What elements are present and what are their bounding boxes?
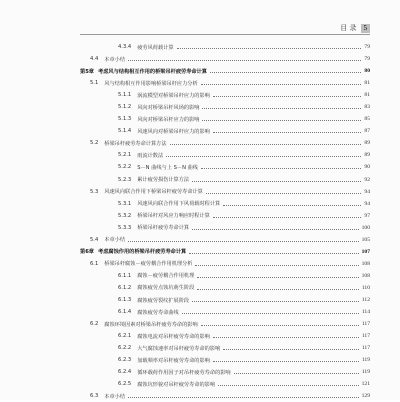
toc-entry-title: 风速风向对桥梁吊杆应力的影响 (137, 128, 210, 135)
toc-dot-leader (213, 96, 362, 97)
toc-entry[interactable] (80, 125, 370, 137)
toc-entry-title: 桥梁吊杆疲劳寿命计算方法 (104, 140, 167, 147)
toc-entry-title: 疲劳风荷载计算 (137, 44, 174, 51)
toc-dot-leader (128, 60, 361, 61)
toc-entry-page: 79 (364, 44, 370, 51)
toc-entry-number: 6.1.4 (118, 309, 132, 316)
toc-entry-number: 第5章 (80, 68, 94, 75)
toc-entry-title: 风向对桥梁吊杆应力的影响 (137, 116, 200, 123)
toc-entry-page: 117 (361, 333, 370, 340)
toc-entry-title: 风速风向联合作用下风荷载时程计算 (137, 201, 221, 208)
toc-entry-title: 风向对桥梁吊杆风场的影响 (137, 104, 200, 111)
toc-entry-number: 6.2.4 (118, 369, 132, 376)
toc-entry[interactable] (80, 378, 370, 390)
toc-entry-page: 87 (364, 128, 370, 135)
toc-entry[interactable] (80, 137, 370, 149)
toc-entry-number: 6.2.2 (118, 345, 132, 352)
toc-dot-leader (213, 337, 359, 338)
toc-entry-number: 4.4 (90, 56, 99, 63)
toc-chapter-entry[interactable] (80, 65, 370, 77)
toc-dot-leader (234, 373, 359, 374)
toc-entry-title: 风速风向联合作用下桥梁吊杆疲劳寿命计算 (104, 189, 203, 196)
toc-dot-leader (192, 229, 359, 230)
toc-dot-leader (213, 132, 362, 133)
toc-entry-number: 5.2.1 (118, 152, 132, 159)
toc-entry-title: 桥梁吊杆腐蚀－疲劳耦合作用机理分析 (104, 261, 193, 268)
toc-dot-leader (213, 217, 362, 218)
toc-entry[interactable] (80, 186, 370, 198)
toc-entry-title: 加载频率对吊杆疲劳寿命的影响 (137, 357, 210, 364)
toc-dot-leader (201, 325, 359, 326)
toc-entry-page: 92 (364, 176, 370, 183)
toc-entry-title: S－N 曲线与上 S－N 曲线 (137, 164, 198, 171)
toc-entry-page: 100 (361, 224, 370, 231)
toc-entry-page: 117 (361, 321, 370, 328)
toc-entry-page: 117 (361, 345, 370, 352)
toc-entry-number: 6.2 (90, 321, 99, 328)
header-label: 目 录 (340, 24, 357, 32)
toc-entry[interactable] (80, 210, 370, 222)
toc-entry-number: 第6章 (80, 249, 94, 256)
toc-entry-page: 94 (364, 200, 370, 207)
toc-dot-leader (213, 361, 359, 362)
toc-entry[interactable] (80, 149, 370, 161)
toc-entry[interactable] (80, 53, 370, 65)
toc-dot-leader (128, 397, 359, 398)
toc-entry[interactable] (80, 41, 370, 53)
toc-dot-leader (192, 181, 361, 182)
toc-dot-leader (189, 253, 358, 254)
toc-entry-number: 6.1.3 (118, 297, 132, 303)
toc-entry-page: 81 (364, 80, 370, 87)
toc-entry-page: 112 (361, 297, 370, 303)
toc-entry-page: 129 (361, 393, 370, 400)
header-rule (80, 34, 370, 35)
toc-entry-title: 考虑腐蚀作用的桥梁吊杆疲劳寿命计算 (98, 249, 187, 256)
toc-entry-title: 腐蚀－疲劳耦合作用机理 (137, 273, 195, 280)
toc-dot-leader (128, 241, 359, 242)
toc-entry-number: 5.3.1 (118, 200, 132, 207)
toc-entry-page: 119 (361, 369, 370, 376)
toc-entry-page: 97 (364, 212, 370, 219)
toc-entry-page: 119 (361, 357, 370, 364)
toc-entry[interactable] (80, 77, 370, 89)
toc-entry-title: 涡流模型对桥梁吊杆应力的影响 (137, 92, 210, 99)
toc-entry-number: 6.2.5 (118, 381, 132, 388)
toc-entry-title: 桥梁吊杆对风应力响应时程计算 (137, 213, 210, 220)
toc-entry-page: 81 (364, 92, 370, 99)
toc-entry[interactable] (80, 234, 370, 246)
toc-entry-number: 5.1 (90, 80, 99, 87)
toc-entry-number: 6.1 (90, 260, 99, 267)
toc-entry-number: 5.3.3 (118, 224, 132, 231)
toc-dot-leader (197, 277, 358, 278)
toc-entry-title: 桥梁吊杆疲劳寿命计算 (137, 225, 190, 232)
toc-dot-leader (223, 349, 359, 350)
toc-entry-number: 6.2.3 (118, 357, 132, 364)
toc-entry-number: 5.2.2 (118, 164, 132, 171)
toc-entry-page: 121 (361, 381, 370, 388)
toc-entry-page: 89 (364, 152, 370, 159)
toc-entry-page: 89 (364, 140, 370, 147)
table-of-contents (80, 41, 370, 402)
toc-entry-number: 5.4 (90, 236, 99, 243)
toc-entry-title: 本章小结 (104, 237, 126, 244)
toc-entry[interactable] (80, 306, 370, 318)
toc-entry-number: 4.3.4 (118, 44, 132, 51)
toc-entry-page: 79 (364, 56, 370, 63)
toc-dot-leader (202, 120, 361, 121)
toc-dot-leader (177, 48, 362, 49)
toc-entry-number: 5.1.3 (118, 116, 132, 123)
toc-entry-page: 114 (361, 309, 370, 316)
toc-entry[interactable] (80, 101, 370, 113)
toc-entry-page: 94 (364, 188, 370, 195)
toc-entry-number: 6.1.1 (118, 272, 132, 279)
toc-entry-title: 腐蚀疲劳点蚀坑萌生阶段 (137, 285, 195, 292)
toc-entry-number: 5.3.2 (118, 212, 132, 219)
toc-entry[interactable] (80, 294, 370, 306)
toc-entry-page: 105 (361, 236, 370, 243)
toc-entry[interactable] (80, 354, 370, 366)
toc-entry[interactable] (80, 366, 370, 378)
toc-entry[interactable] (80, 330, 370, 342)
toc-entry-number: 5.2.3 (118, 176, 132, 183)
toc-entry-page: 85 (364, 116, 370, 123)
toc-entry-page: 108 (361, 272, 370, 279)
toc-entry-number: 5.1.1 (118, 92, 132, 99)
toc-dot-leader (210, 72, 361, 73)
toc-entry-page: 83 (364, 104, 370, 111)
toc-entry-title: 累计疲劳损伤计算方法 (137, 177, 190, 184)
toc-entry[interactable] (80, 161, 370, 173)
toc-dot-leader (166, 156, 361, 157)
toc-entry-number: 5.3 (90, 188, 99, 195)
toc-entry-title: 本章小结 (104, 393, 126, 400)
toc-entry-title: 腐蚀疲劳寿命曲线 (137, 309, 179, 316)
toc-entry-page: 110 (361, 284, 370, 291)
toc-entry-title: 考虑风与结构相互作用的桥梁吊杆疲劳寿命计算 (98, 68, 207, 75)
toc-entry-title: 风与结构相互作用影响桥梁吊杆应力分析 (104, 80, 198, 87)
toc-dot-leader (170, 144, 362, 145)
toc-entry-page: 107 (361, 248, 370, 255)
running-header (300, 22, 370, 34)
toc-entry[interactable] (80, 318, 370, 330)
toc-entry-title: 雨流计数法 (137, 152, 164, 159)
toc-dot-leader (195, 265, 358, 266)
toc-dot-leader (192, 301, 359, 302)
toc-entry-page: 108 (361, 260, 370, 267)
toc-entry[interactable] (80, 174, 370, 186)
toc-entry[interactable] (80, 89, 370, 101)
toc-dot-leader (218, 385, 359, 386)
toc-entry-number: 5.1.4 (118, 128, 132, 135)
toc-entry[interactable] (80, 390, 370, 402)
toc-entry[interactable] (80, 258, 370, 270)
toc-entry[interactable] (80, 222, 370, 234)
toc-entry[interactable] (80, 282, 370, 294)
toc-entry-number: 5.2 (90, 140, 99, 147)
toc-entry-title: 腐蚀疲劳裂纹扩展阶段 (137, 297, 190, 304)
toc-dot-leader (201, 84, 362, 85)
toc-entry[interactable] (80, 270, 370, 282)
toc-entry-number: 6.1.2 (118, 284, 132, 291)
toc-entry-title: 腐蚀环境因素对桥梁吊杆疲劳寿命的影响 (104, 321, 198, 328)
toc-dot-leader (206, 193, 362, 194)
toc-entry[interactable] (80, 113, 370, 125)
toc-entry-title: 腐蚀电流对吊杆疲劳寿命的影响 (137, 333, 210, 340)
toc-dot-leader (202, 108, 361, 109)
toc-entry-title: 大气腐蚀速率对吊杆疲劳寿命的影响 (137, 345, 221, 352)
toc-dot-leader (201, 168, 361, 169)
toc-entry-title: 循环载荷作用因子对吊杆疲劳寿命的影响 (137, 369, 231, 376)
toc-entry-number: 6.2.1 (118, 333, 132, 340)
toc-entry[interactable] (80, 198, 370, 210)
toc-chapter-entry[interactable] (80, 246, 370, 258)
toc-entry-number: 5.1.2 (118, 104, 132, 111)
toc-entry-title: 腐蚀坑形貌对吊杆疲劳寿命的影响 (137, 381, 216, 388)
toc-entry-title: 本章小结 (104, 56, 126, 63)
header-page-number: 5 (361, 24, 371, 33)
toc-entry[interactable] (80, 342, 370, 354)
toc-entry-page: 80 (364, 68, 370, 75)
toc-entry-page: 90 (364, 164, 370, 171)
toc-dot-leader (197, 289, 359, 290)
toc-dot-leader (223, 205, 361, 206)
toc-entry-number: 6.3 (90, 393, 99, 400)
toc-dot-leader (182, 313, 359, 314)
